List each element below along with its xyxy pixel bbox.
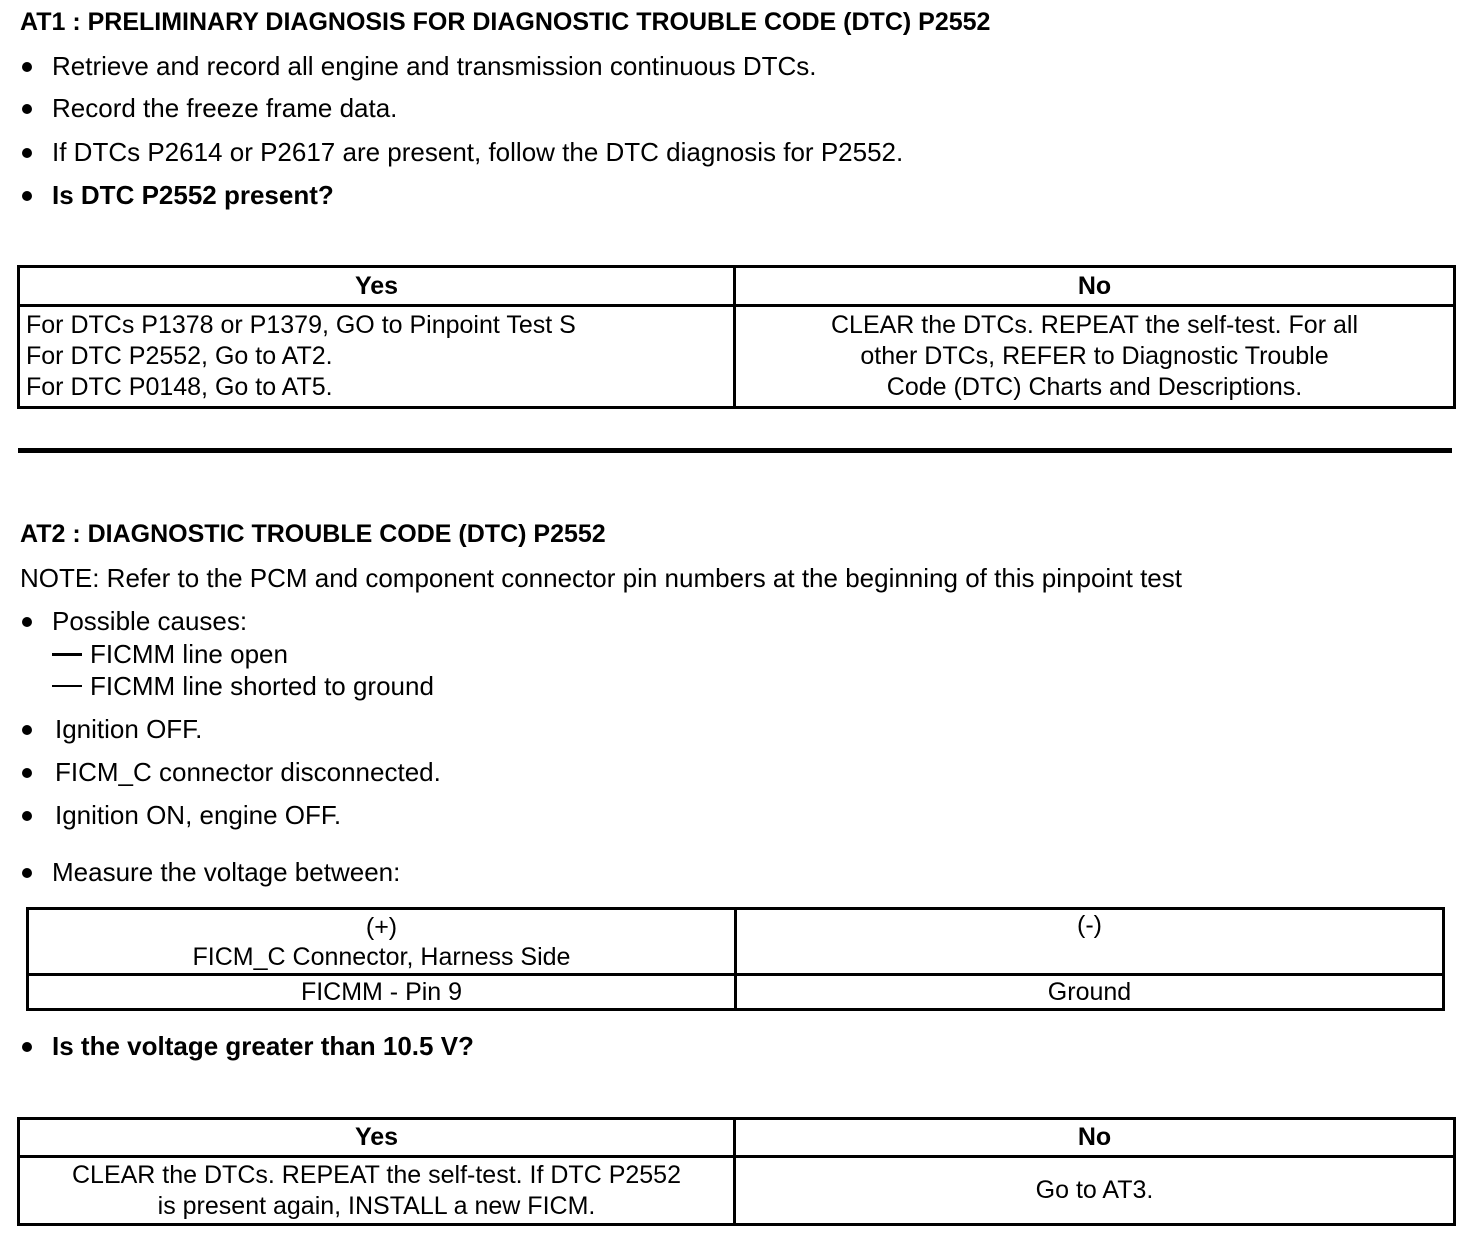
at1-yes-cell: [19, 306, 735, 408]
plus-connector: FICM_C Connector, Harness Side: [192, 942, 571, 971]
bullet-icon: [22, 725, 32, 735]
dash-icon: [52, 653, 82, 656]
possible-causes-label: Possible causes:: [52, 606, 248, 636]
at1-yes-header: Yes: [19, 267, 735, 306]
plus-value: FICMM - Pin 9: [28, 975, 736, 1010]
section-divider: [18, 448, 1452, 453]
bullet-icon: [22, 868, 32, 878]
bullet-icon: [22, 62, 32, 72]
step-connector-disconnected: FICM_C connector disconnected.: [55, 757, 441, 787]
at1-title: AT1 : PRELIMINARY DIAGNOSIS FOR DIAGNOSTIC TROUBLE CODE (DTC) P2552: [20, 8, 991, 36]
step-ignition-off: Ignition OFF.: [55, 714, 203, 744]
at1-no-header: No: [735, 267, 1455, 306]
dash-icon: [52, 685, 82, 687]
at1-no-line: Code (DTC) Charts and Descriptions.: [886, 373, 1303, 401]
at1-no-cell: [735, 306, 1455, 408]
measure-table: [26, 907, 1445, 1011]
bullet-icon: [22, 191, 32, 201]
minus-value: Ground: [736, 975, 1444, 1010]
cause-text: FICMM line open: [90, 639, 288, 669]
at1-yes-line: For DTC P0148, Go to AT5.: [26, 373, 333, 401]
at1-no-line: other DTCs, REFER to Diagnostic Trouble: [860, 342, 1329, 370]
cause-item: [52, 671, 434, 702]
plus-symbol: (+): [365, 912, 398, 941]
at1-no-line: CLEAR the DTCs. REPEAT the self-test. For all: [830, 311, 1358, 339]
at2-note: NOTE: Refer to the PCM and component connector pin numbers at the beginning of this pinpoint test: [20, 563, 1182, 593]
at1-yes-line: For DTC P2552, Go to AT2.: [26, 342, 333, 370]
bullet-icon: [22, 1042, 32, 1052]
at2-yes-header: Yes: [19, 1119, 735, 1157]
at2-yes-line: CLEAR the DTCs. REPEAT the self-test. If DTC P2552: [71, 1160, 681, 1189]
bullet-icon: [22, 811, 32, 821]
step-measure-voltage: Measure the voltage between:: [52, 857, 401, 887]
at2-yes-line: is present again, INSTALL a new FICM.: [157, 1191, 596, 1220]
at1-question: Is DTC P2552 present?: [52, 180, 334, 210]
at2-question: Is the voltage greater than 10.5 V?: [52, 1031, 474, 1061]
at2-yes-cell: [19, 1157, 735, 1225]
at2-no-header: No: [735, 1119, 1455, 1157]
plus-header: [28, 909, 736, 975]
at1-step-retrieve: Retrieve and record all engine and transmission continuous DTCs.: [52, 51, 817, 81]
step-ignition-on: Ignition ON, engine OFF.: [55, 800, 342, 830]
cause-item: [52, 639, 288, 670]
at1-step-freeze-frame: Record the freeze frame data.: [52, 93, 398, 123]
at1-yes-line: For DTCs P1378 or P1379, GO to Pinpoint Test S: [26, 311, 576, 339]
bullet-icon: [22, 768, 32, 778]
bullet-icon: [22, 617, 32, 627]
at1-result-table: [17, 265, 1456, 409]
at2-no-cell: Go to AT3.: [735, 1157, 1455, 1225]
bullet-icon: [22, 148, 32, 158]
at1-step-p2614: If DTCs P2614 or P2617 are present, follow the DTC diagnosis for P2552.: [52, 137, 904, 167]
at2-title: AT2 : DIAGNOSTIC TROUBLE CODE (DTC) P2552: [20, 520, 606, 548]
cause-text: FICMM line shorted to ground: [90, 671, 434, 701]
at2-result-table: [17, 1117, 1456, 1226]
bullet-icon: [22, 104, 32, 114]
minus-symbol: (-): [1077, 911, 1102, 939]
minus-header: [736, 909, 1444, 975]
